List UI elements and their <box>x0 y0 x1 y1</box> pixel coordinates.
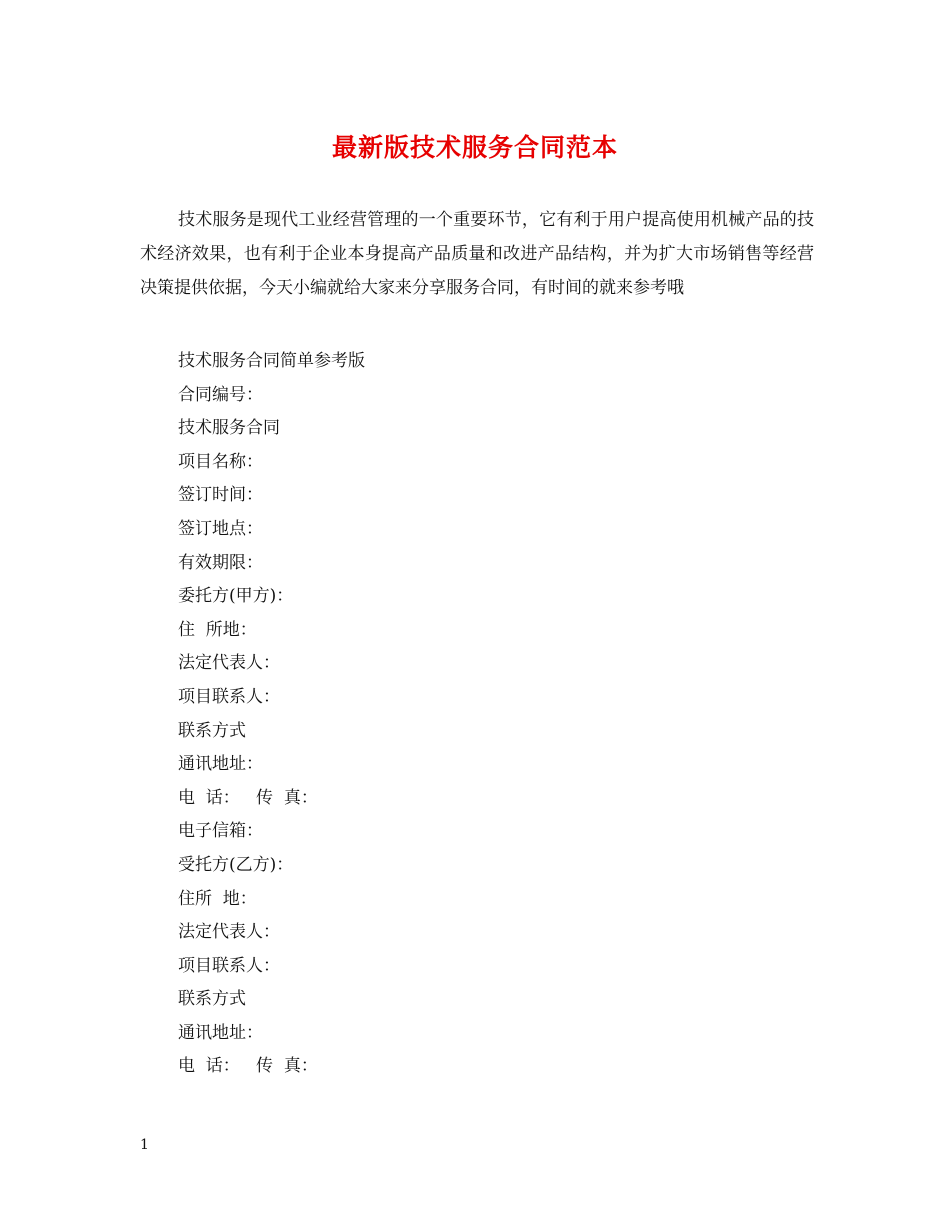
contract-line: 电 话： 传 真： <box>178 1056 318 1077</box>
contract-line: 住 所地： <box>178 619 257 640</box>
contract-line: 合同编号： <box>178 384 263 405</box>
contract-line: 签订地点： <box>178 518 263 539</box>
contract-line: 有效期限： <box>178 552 263 573</box>
contract-line: 电子信箱： <box>178 821 263 842</box>
contract-line: 电 话： 传 真： <box>178 787 318 808</box>
contract-line: 委托方(甲方)： <box>178 586 294 607</box>
contract-fields-list <box>178 345 365 1084</box>
contract-line: 法定代表人： <box>178 922 280 943</box>
contract-line: 联系方式 <box>178 720 246 741</box>
contract-line: 项目联系人： <box>178 955 280 976</box>
contract-line: 项目联系人： <box>178 686 280 707</box>
contract-line: 法定代表人： <box>178 653 280 674</box>
contract-line: 签订时间： <box>178 485 263 506</box>
contract-line: 项目名称： <box>178 451 263 472</box>
contract-line: 通讯地址： <box>178 754 263 775</box>
contract-line: 受托方(乙方)： <box>178 854 294 875</box>
contract-line: 通讯地址： <box>178 1022 263 1043</box>
intro-paragraph: 技术服务是现代工业经营管理的一个重要环节，它有利于用户提高使用机械产品的技术经济效果，也有利于企业本身提高产品质量和改进产品结构，并为扩大市场销售等经营决策提供依据，今天小编就给大家来分享服务合同，有时间的就来参考哦 <box>140 210 814 298</box>
document-title: 最新版技术服务合同范本 <box>331 133 618 162</box>
contract-line: 技术服务合同 <box>178 418 280 439</box>
page-number: 1 <box>140 1137 149 1153</box>
contract-line: 住所 地： <box>178 888 257 909</box>
contract-line: 联系方式 <box>178 989 246 1010</box>
contract-line: 技术服务合同简单参考版 <box>178 351 365 371</box>
